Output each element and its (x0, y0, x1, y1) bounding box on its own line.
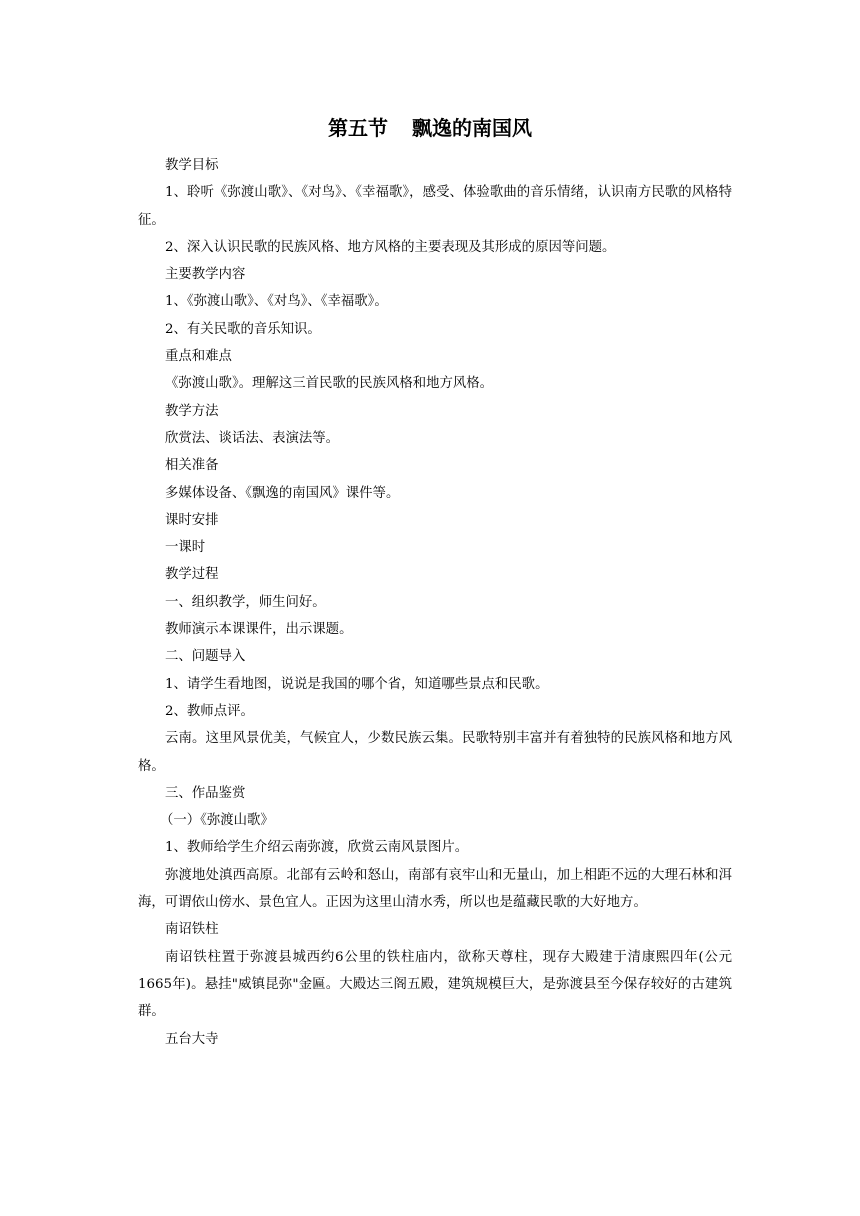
paragraph: 一课时 (165, 540, 206, 556)
paragraph: （一）《弥渡山歌》 (160, 813, 274, 829)
paragraph: 云南。这里风景优美，气候宜人，少数民族云集。民歌特别丰富并有着独特的民族风格和地方风格。 (138, 731, 732, 774)
paragraph: 1、《弥渡山歌》、《对鸟》、《幸福歌》。 (165, 294, 388, 310)
heading-teaching-methods: 教学方法 (165, 403, 219, 419)
paragraph: 南诏铁柱置于弥渡县城西约6公里的铁柱庙内，欲称天尊柱，现存大殿建于清康熙四年(公元1665年)。悬挂"威镇昆弥"金匾。大殿达三阁五殿，建筑规模巨大，是弥渡县至今保存较好的古建筑群。 (138, 949, 732, 1020)
heading-preparation: 相关准备 (165, 458, 219, 474)
paragraph: 2、教师点评。 (165, 703, 254, 719)
paragraph: 1、聆听《弥渡山歌》、《对鸟》、《幸福歌》，感受、体验歌曲的音乐情绪，认识南方民歌的风格特征。 (138, 185, 732, 228)
heading-teaching-process: 教学过程 (165, 567, 219, 583)
heading-main-content: 主要教学内容 (165, 267, 246, 283)
paragraph: 南诏铁柱 (165, 922, 219, 938)
paragraph: 三、作品鉴赏 (165, 785, 246, 801)
paragraph: 教师演示本课课件，出示课题。 (165, 622, 353, 638)
paragraph: 《弥渡山歌》。理解这三首民歌的民族风格和地方风格。 (165, 376, 494, 392)
document-body (138, 152, 732, 1053)
paragraph: 一、组织教学，师生问好。 (165, 594, 326, 610)
title-section-number: 第五节 (328, 116, 388, 140)
paragraph: 多媒体设备、《飘逸的南国风》课件等。 (165, 485, 400, 501)
paragraph: 二、问题导入 (165, 649, 246, 665)
paragraph: 1、教师给学生介绍云南弥渡，欣赏云南风景图片。 (165, 840, 469, 856)
title-lesson-name: 飘逸的南国风 (412, 116, 532, 140)
page-title (0, 114, 860, 142)
paragraph: 弥渡地处滇西高原。北部有云岭和怒山，南部有哀牢山和无量山，加上相距不远的大理石林和洱海，可谓依山傍水、景色宜人。正因为这里山清水秀，所以也是蕴藏民歌的大好地方。 (138, 867, 732, 911)
paragraph: 1、请学生看地图，说说是我国的哪个省，知道哪些景点和民歌。 (165, 676, 549, 692)
heading-key-points: 重点和难点 (165, 349, 232, 365)
paragraph: 欣赏法、谈话法、表演法等。 (165, 430, 340, 446)
heading-teaching-goals: 教学目标 (165, 158, 219, 173)
paragraph: 2、有关民歌的音乐知识。 (165, 321, 321, 337)
paragraph: 2、深入认识民歌的民族风格、地方风格的主要表现及其形成的原因等问题。 (165, 239, 616, 255)
heading-schedule: 课时安排 (165, 512, 219, 528)
paragraph: 五台大寺 (165, 1031, 219, 1047)
